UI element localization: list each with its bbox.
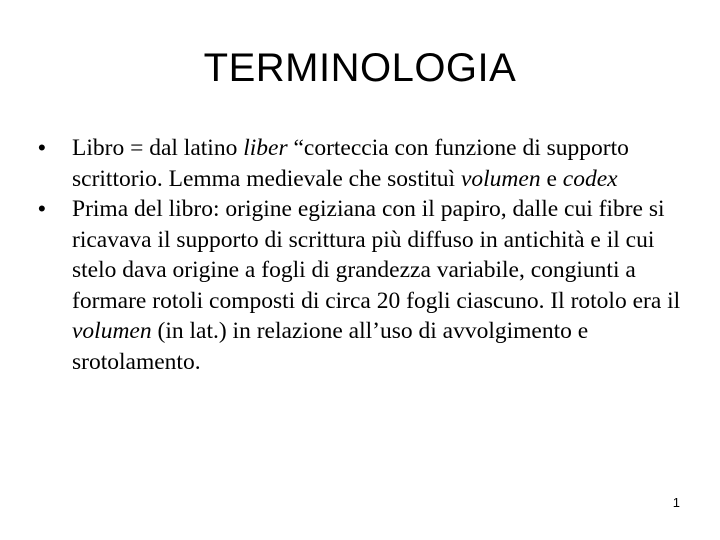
bullet-item bbox=[38, 133, 688, 194]
bullet-text-segment-italic: liber bbox=[243, 135, 288, 161]
bullet-text-segment: (in lat.) in relazione all’uso di avvolgimento e srotolamento. bbox=[72, 318, 589, 375]
bullet-text-segment: Libro = dal latino bbox=[72, 135, 244, 161]
bullet-list bbox=[38, 133, 688, 377]
page-number: 1 bbox=[672, 495, 680, 510]
slide-title: TERMINOLOGIA bbox=[203, 46, 517, 90]
bullet-text-segment-italic: volumen bbox=[72, 318, 152, 344]
bullet-icon: • bbox=[38, 196, 46, 221]
bullet-text-segment-italic: codex bbox=[562, 165, 618, 192]
bullet-text-segment: e bbox=[540, 165, 563, 192]
bullet-text-segment-italic: volumen bbox=[460, 165, 541, 192]
bullet-item bbox=[38, 194, 688, 377]
bullet-text-segment: “corteccia con funzione di supporto scrittorio. Lemma medievale che sostituì bbox=[72, 135, 629, 192]
bullet-icon: • bbox=[38, 135, 46, 160]
bullet-text-segment: Prima del libro: origine egiziana con il papiro, dalle cui fibre si ricavava il supporto di scrittura più diffuso in antichità e il cui stelo dava origine a fogli di grandezza variabile, congiunti a formare rotoli composti di circa 20 fogli ciascuno. Il rotolo era il bbox=[72, 196, 681, 314]
